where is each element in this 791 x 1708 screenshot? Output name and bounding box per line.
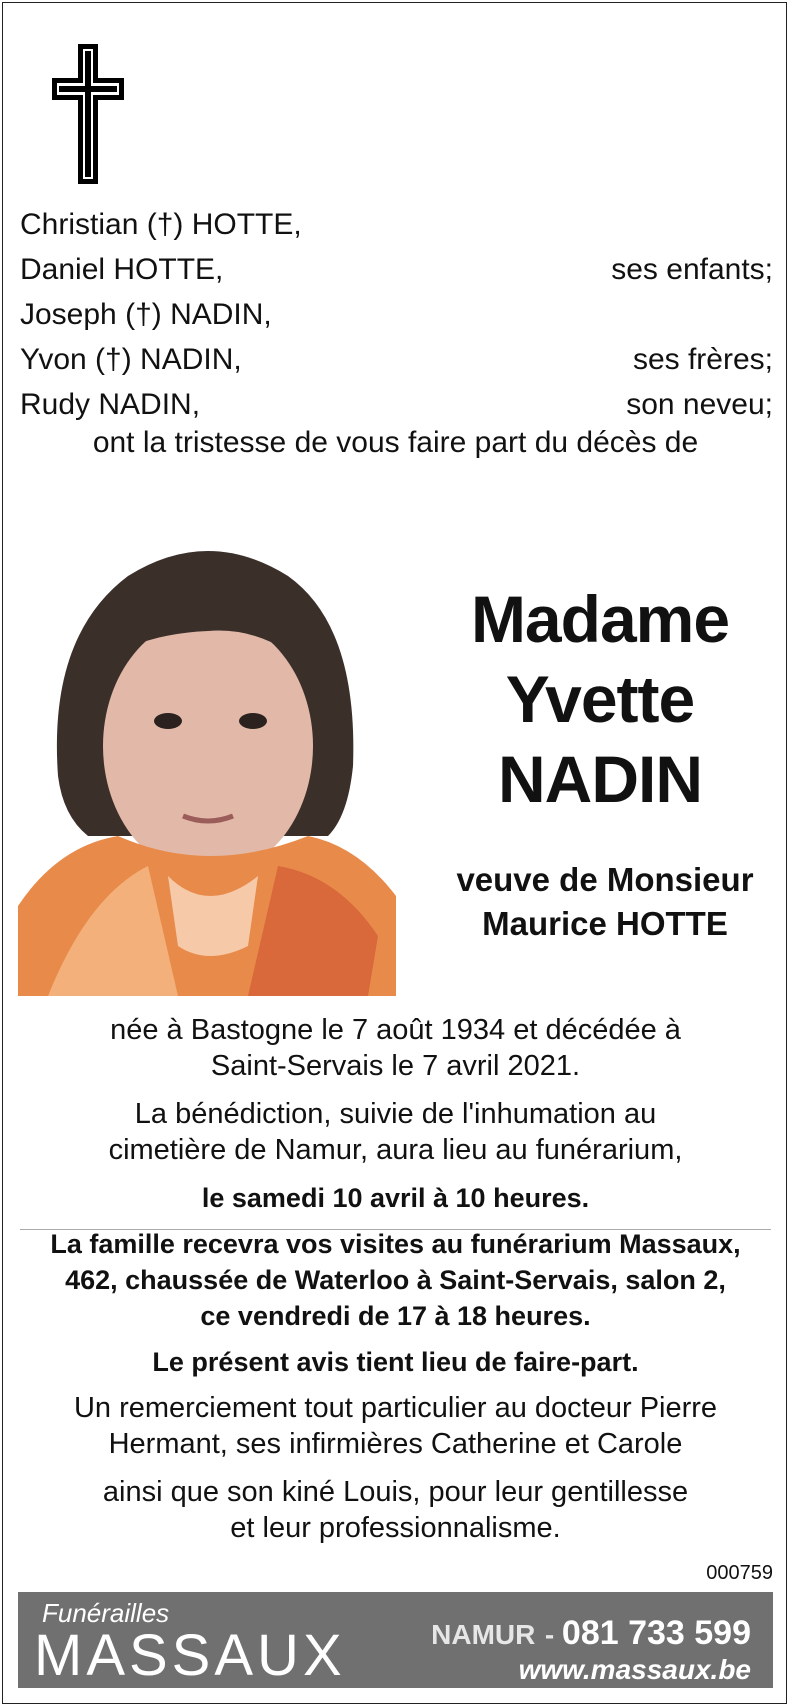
family-name: Daniel HOTTE, bbox=[20, 253, 224, 286]
cross-icon bbox=[52, 44, 124, 184]
ceremony-line-1: La bénédiction, suivie de l'inhumation au bbox=[134, 1098, 657, 1130]
reference-number: 000759 bbox=[706, 1562, 773, 1584]
intro-text: ont la tristesse de vous faire part du décès de bbox=[92, 426, 699, 459]
deceased-first-name: Yvette bbox=[505, 662, 695, 736]
city-label: NAMUR bbox=[431, 1619, 536, 1650]
thanks-line-3: ainsi que son kiné Louis, pour leur gentillesse bbox=[102, 1476, 689, 1508]
ceremony-line-2: cimetière de Namur, aura lieu au funérarium, bbox=[108, 1134, 683, 1166]
family-line bbox=[20, 293, 773, 337]
visits-line-3: ce vendredi de 17 à 18 heures. bbox=[200, 1301, 591, 1331]
family-relation: ses frères; bbox=[632, 343, 773, 376]
family-line bbox=[20, 338, 773, 382]
birth-line-2: Saint-Servais le 7 avril 2021. bbox=[210, 1050, 581, 1082]
notice-line: Le présent avis tient lieu de faire-part. bbox=[152, 1347, 639, 1377]
birth-line-1: née à Bastogne le 7 août 1934 et décédée à bbox=[110, 1014, 681, 1046]
funerailles-label: Funérailles bbox=[42, 1598, 170, 1628]
family-relation: son neveu; bbox=[626, 388, 773, 421]
thanks-line-4: et leur professionnalisme. bbox=[230, 1512, 561, 1544]
funeral-home-banner bbox=[18, 1592, 773, 1688]
widow-line-1: veuve de Monsieur bbox=[456, 861, 754, 898]
ceremony-date: le samedi 10 avril à 10 heures. bbox=[201, 1183, 590, 1213]
family-line bbox=[20, 203, 773, 247]
family-name: Rudy NADIN, bbox=[20, 388, 201, 421]
thanks-line-1: Un remerciement tout particulier au docteur Pierre bbox=[73, 1392, 718, 1424]
family-line bbox=[20, 383, 773, 427]
deceased-last-name: NADIN bbox=[498, 742, 702, 816]
family-name: Yvon (†) NADIN, bbox=[20, 343, 242, 376]
website-link[interactable]: www.massaux.be bbox=[518, 1654, 751, 1685]
brand-name: MASSAUX bbox=[34, 1623, 346, 1688]
visits-line-2: 462, chaussée de Waterloo à Saint-Servais, salon 2, bbox=[65, 1265, 726, 1295]
visits-line-1: La famille recevra vos visites au funérarium Massaux, bbox=[50, 1229, 741, 1259]
family-line bbox=[20, 248, 773, 292]
phone-number: 081 733 599 bbox=[561, 1614, 751, 1652]
deceased-title: Madame bbox=[470, 582, 730, 656]
thanks-line-2: Hermant, ses infirmières Catherine et Carole bbox=[108, 1428, 683, 1460]
family-name: Joseph (†) NADIN, bbox=[20, 298, 272, 331]
family-name: Christian (†) HOTTE, bbox=[20, 208, 302, 241]
portrait-photo bbox=[18, 516, 396, 996]
widow-line-2: Maurice HOTTE bbox=[482, 905, 728, 942]
contact-phone: NAMUR - 081 733 599 bbox=[431, 1614, 751, 1652]
family-relation: ses enfants; bbox=[611, 253, 773, 286]
